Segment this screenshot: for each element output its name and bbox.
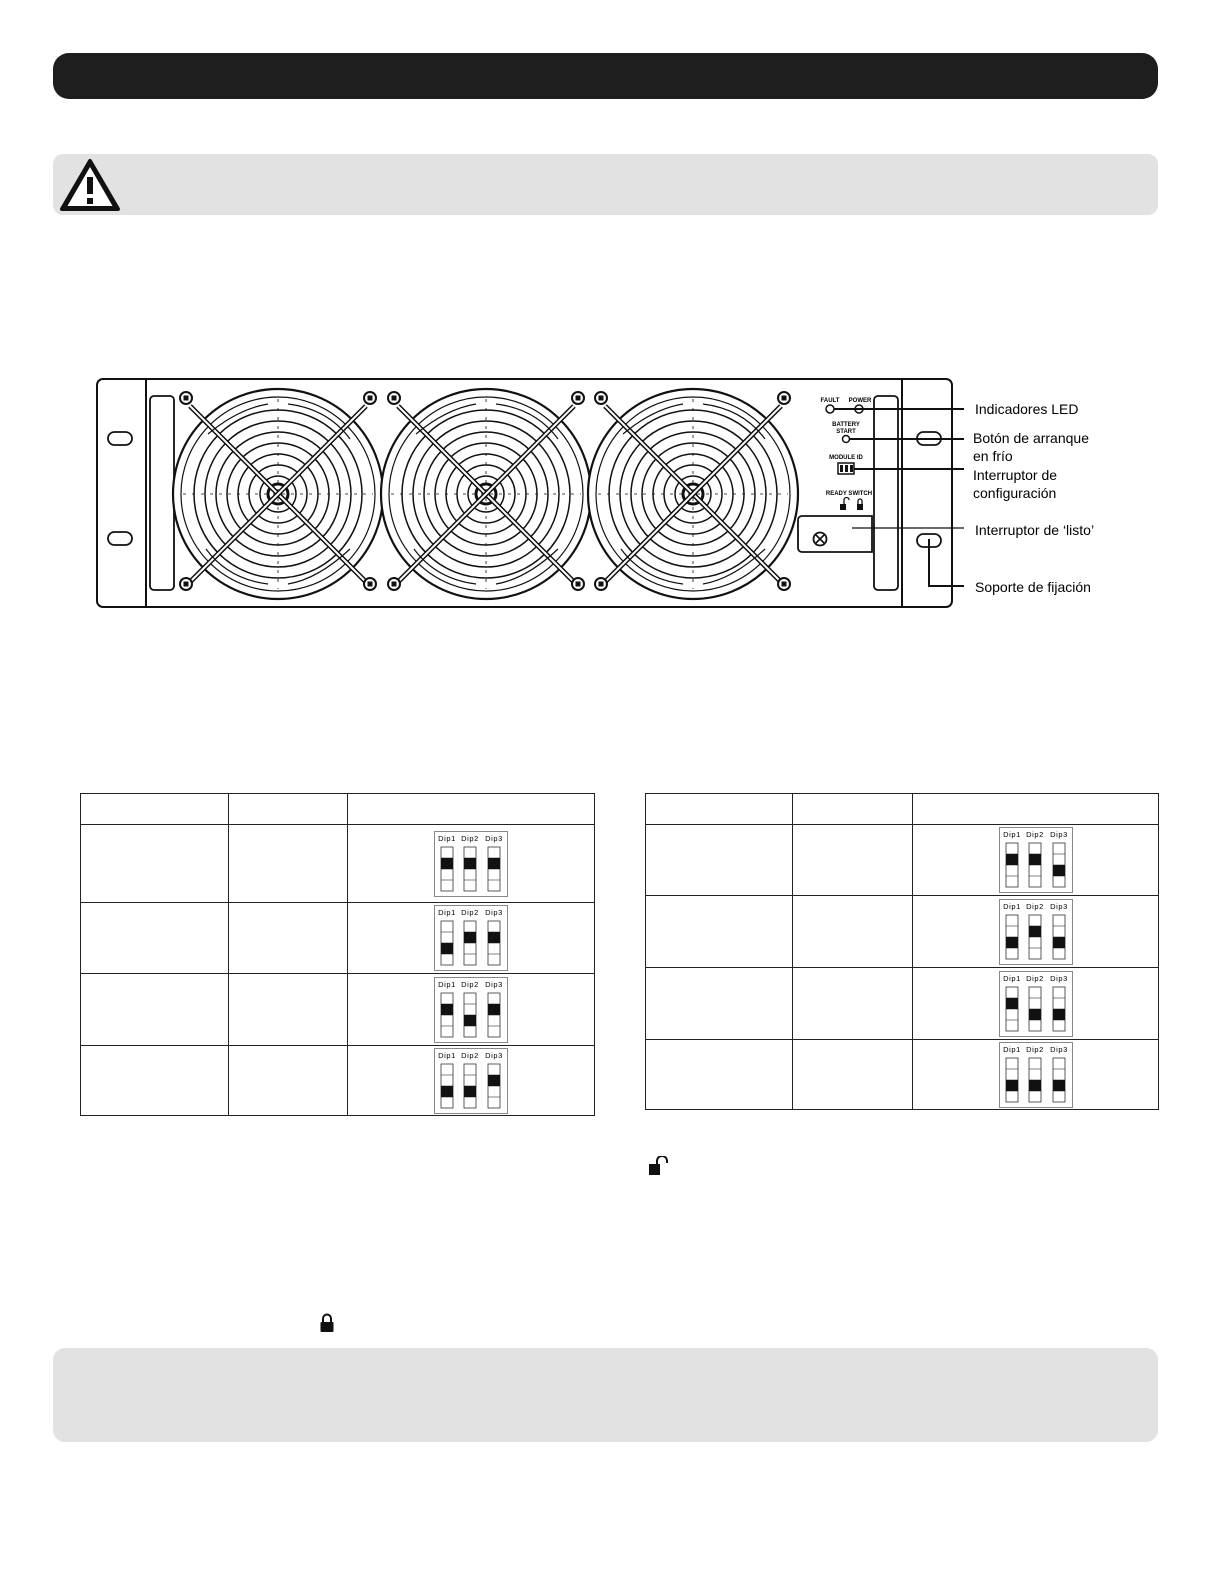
dip-label: Dip2: [1025, 901, 1044, 911]
callout-mounting-bracket: Soporte de fijación: [975, 579, 1091, 595]
table-row: [81, 903, 595, 974]
dip-switch-graphic: [999, 899, 1073, 965]
table-header-cell: [348, 794, 595, 825]
dip-label: Dip1: [1002, 901, 1021, 911]
dip-label: Dip3: [485, 979, 503, 989]
dip-label: Dip1: [438, 833, 456, 843]
start-label: START: [836, 429, 856, 435]
callout-ready-switch: Interruptor de ‘listo’: [975, 522, 1095, 538]
table-header-cell: [646, 794, 793, 825]
table-row: [81, 825, 595, 903]
dip-label: Dip2: [1025, 973, 1044, 983]
dip-label: Dip1: [438, 908, 456, 917]
title-bar: [53, 53, 1158, 99]
dip-label: Dip2: [461, 833, 479, 843]
dip-label: Dip3: [485, 1050, 503, 1060]
dip-knob-down: [1006, 937, 1018, 948]
unlock-icon: [647, 1156, 671, 1176]
dip-switch-graphic: [434, 1048, 508, 1114]
dip-knob-down: [1053, 865, 1065, 876]
battery-label: BATTERY: [832, 422, 860, 428]
fault-led: [826, 405, 834, 413]
dip-switch-graphic: [434, 905, 508, 971]
dip-knob-down: [1053, 1009, 1065, 1020]
table-header-cell: [229, 794, 348, 825]
dip-knob-down: [464, 1086, 476, 1097]
table-row: [81, 1046, 595, 1116]
dip-knob-up: [488, 932, 500, 943]
dip-label: Dip3: [1049, 973, 1068, 983]
dip-knob-up: [441, 858, 453, 869]
callout-cold-start: Botón de arranque en frío: [973, 430, 1089, 464]
dip-switch-graphic: [434, 831, 508, 897]
dip-switch-graphic: [999, 971, 1073, 1037]
dip-table-right: [645, 793, 1159, 1110]
table-row: [646, 968, 1159, 1040]
ready-switch-cover[interactable]: [798, 516, 872, 552]
dip-knob-up: [488, 858, 500, 869]
dip-label: Dip3: [1049, 901, 1068, 911]
dip-knob-up: [1029, 854, 1041, 865]
table-header-cell: [913, 794, 1159, 825]
dip-knob-up: [1006, 854, 1018, 865]
table-header-cell: [81, 794, 229, 825]
dip-knob-down: [1006, 1080, 1018, 1091]
dip-knob-up: [488, 1004, 500, 1015]
lock-icon: [319, 1313, 335, 1333]
ready-switch-label: READY SWITCH: [825, 491, 873, 497]
dip-knob-down: [1053, 937, 1065, 948]
dip-knob-up: [441, 1004, 453, 1015]
table-row: [646, 1040, 1159, 1110]
callout-led-indicators: Indicadores LED: [975, 401, 1079, 417]
dip-label: Dip1: [1002, 973, 1021, 983]
dip-knob-up: [488, 1075, 500, 1086]
table-row: [646, 825, 1159, 896]
table-header-cell: [793, 794, 913, 825]
dip-switch-graphic: [999, 827, 1073, 893]
dip-knob-down: [1029, 1080, 1041, 1091]
dip-knob-up: [464, 932, 476, 943]
dip-label: Dip3: [1049, 1044, 1068, 1054]
dip-knob-down: [464, 1015, 476, 1026]
warning-triangle-icon: [59, 158, 121, 212]
dip-knob-up: [1006, 998, 1018, 1009]
fault-label: FAULT: [820, 398, 840, 404]
dip-knob-down: [1029, 1009, 1041, 1020]
dip-knob-down: [441, 1086, 453, 1097]
dip-label: Dip1: [1002, 830, 1021, 839]
warning-box: [53, 154, 1158, 215]
power-label: POWER: [848, 398, 872, 404]
dip-label: Dip2: [461, 979, 479, 989]
dip-label: Dip1: [1002, 1044, 1021, 1054]
cold-start-button[interactable]: [843, 436, 850, 443]
module-id-label: MODULE ID: [829, 455, 863, 461]
dip-switch-graphic: [999, 1042, 1073, 1108]
dip-label: Dip3: [485, 908, 503, 917]
dip-label: Dip2: [461, 1050, 479, 1060]
dip-knob-up: [464, 858, 476, 869]
dip-label: Dip2: [461, 908, 479, 917]
dip-switch-graphic: [434, 977, 508, 1043]
dip-label: Dip2: [1025, 830, 1044, 839]
dip-label: Dip3: [485, 833, 503, 843]
dip-knob-up: [1029, 926, 1041, 937]
note-box: [53, 1348, 1158, 1442]
dip-table-left: [80, 793, 595, 1116]
dip-label: Dip1: [438, 979, 456, 989]
dip-knob-down: [441, 943, 453, 954]
dip-label: Dip2: [1025, 1044, 1044, 1054]
table-row: [81, 974, 595, 1046]
dip-label: Dip1: [438, 1050, 456, 1060]
dip-knob-down: [1053, 1080, 1065, 1091]
table-row: [646, 896, 1159, 968]
dip-label: Dip3: [1049, 830, 1068, 839]
power-module-figure: [94, 376, 964, 610]
callout-config-switch: Interruptor de configuración: [973, 467, 1058, 501]
